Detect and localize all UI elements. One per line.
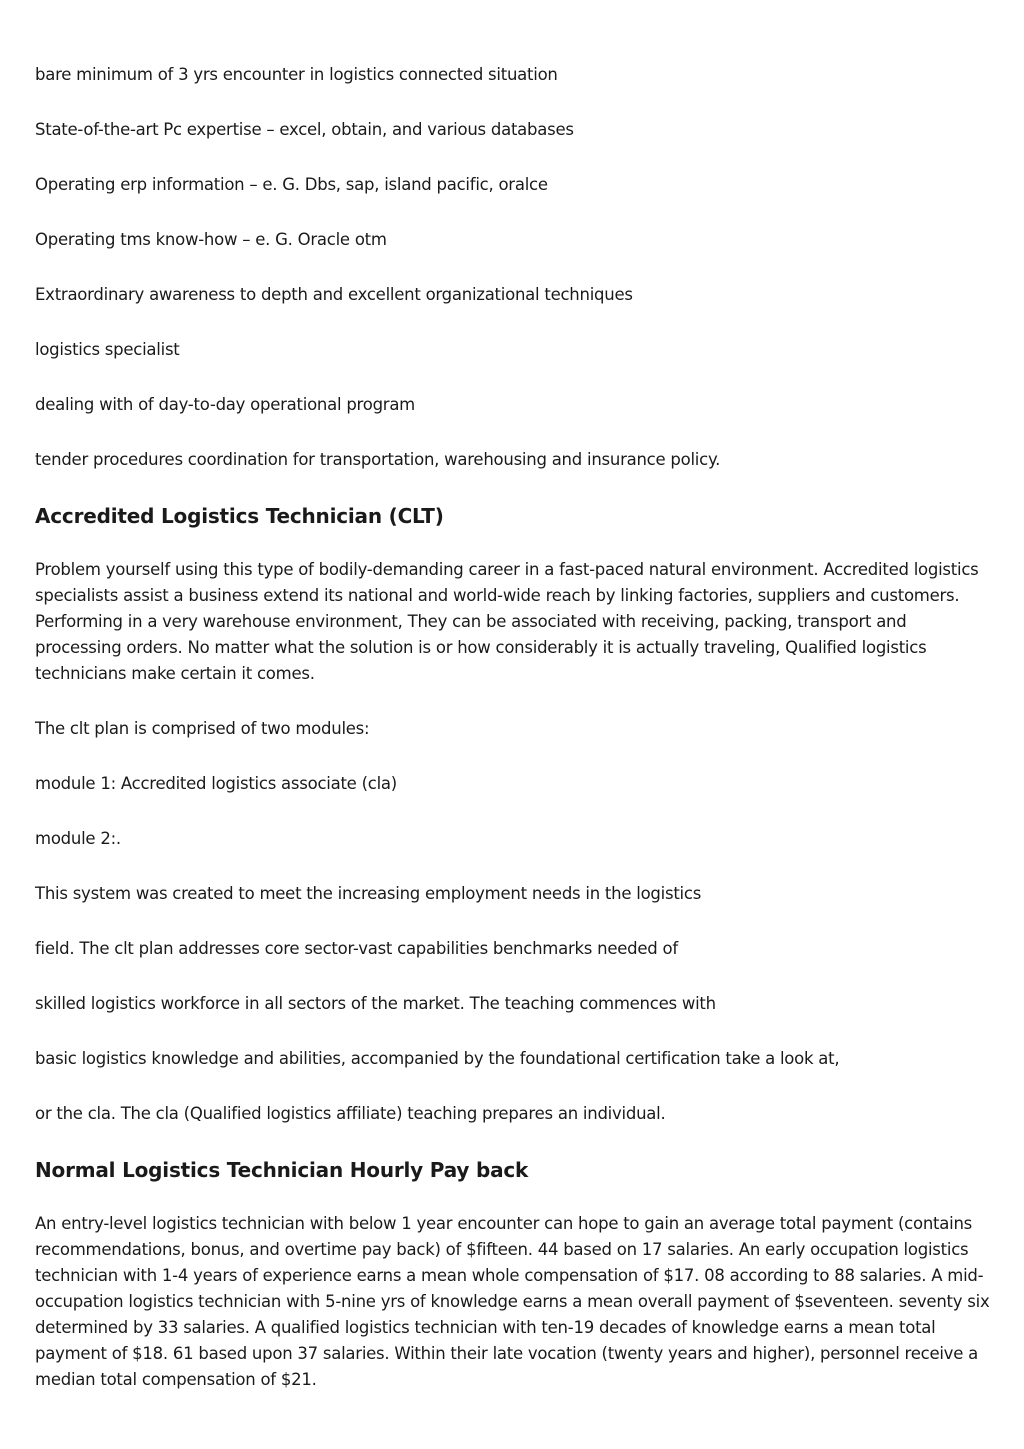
requirement-line: logistics specialist bbox=[35, 340, 180, 359]
clt-line: basic logistics knowledge and abilities, accompanied by the foundational certification take a look at, bbox=[35, 1049, 840, 1068]
requirement-line: Operating tms know-how – e. G. Oracle otm bbox=[35, 230, 387, 249]
requirement-line: State-of-the-art Pc expertise – excel, obtain, and various databases bbox=[35, 120, 574, 139]
requirement-line: Extraordinary awareness to depth and excellent organizational techniques bbox=[35, 285, 633, 304]
hourly-pay-paragraph: An entry-level logistics technician with below 1 year encounter can hope to gain an average total payment (contains recommendations, bonus, and overtime pay back) of $fifteen. 44 based on 17 salaries. An early occupation logistics technician with 1-4 years of experience earns a mean whole compensation of $17. 08 according to 88 salaries. A mid-occupation logistics technician with 5-nine yrs of knowledge earns a mean overall payment of $seventeen. seventy six determined by 33 salaries. A qualified logistics technician with ten-19 decades of knowledge earns a mean total payment of $18. 61 based upon 37 salaries. Within their late vocation (twenty years and higher), personnel receive a median total compensation of $21. bbox=[35, 1214, 990, 1389]
section-heading-hourly-pay: Normal Logistics Technician Hourly Pay back bbox=[35, 1158, 529, 1182]
clt-intro-paragraph: Problem yourself using this type of bodily-demanding career in a fast-paced natural environment. Accredited logistics specialists assist a business extend its national and world-wide reach by linking factories, suppliers and customers. Performing in a very warehouse environment, They can be associated with receiving, packing, transport and processing orders. No matter what the solution is or how considerably it is actually traveling, Qualified logistics technicians make certain it comes. bbox=[35, 560, 979, 683]
document-page bbox=[35, 62, 995, 1422]
clt-line: or the cla. The cla (Qualified logistics affiliate) teaching prepares an individual. bbox=[35, 1104, 666, 1123]
clt-line: module 2:. bbox=[35, 829, 121, 848]
clt-line: This system was created to meet the increasing employment needs in the logistics bbox=[35, 884, 702, 903]
clt-line: field. The clt plan addresses core sector-vast capabilities benchmarks needed of bbox=[35, 939, 678, 958]
section-heading-clt: Accredited Logistics Technician (CLT) bbox=[35, 504, 444, 528]
requirement-line: dealing with of day-to-day operational program bbox=[35, 395, 416, 414]
requirement-line: bare minimum of 3 yrs encounter in logistics connected situation bbox=[35, 65, 558, 84]
clt-line: The clt plan is comprised of two modules: bbox=[35, 719, 370, 738]
clt-line: module 1: Accredited logistics associate (cla) bbox=[35, 774, 397, 793]
requirement-line: tender procedures coordination for transportation, warehousing and insurance policy. bbox=[35, 450, 721, 469]
requirement-line: Operating erp information – e. G. Dbs, sap, island pacific, oralce bbox=[35, 175, 548, 194]
clt-line: skilled logistics workforce in all sectors of the market. The teaching commences with bbox=[35, 994, 716, 1013]
